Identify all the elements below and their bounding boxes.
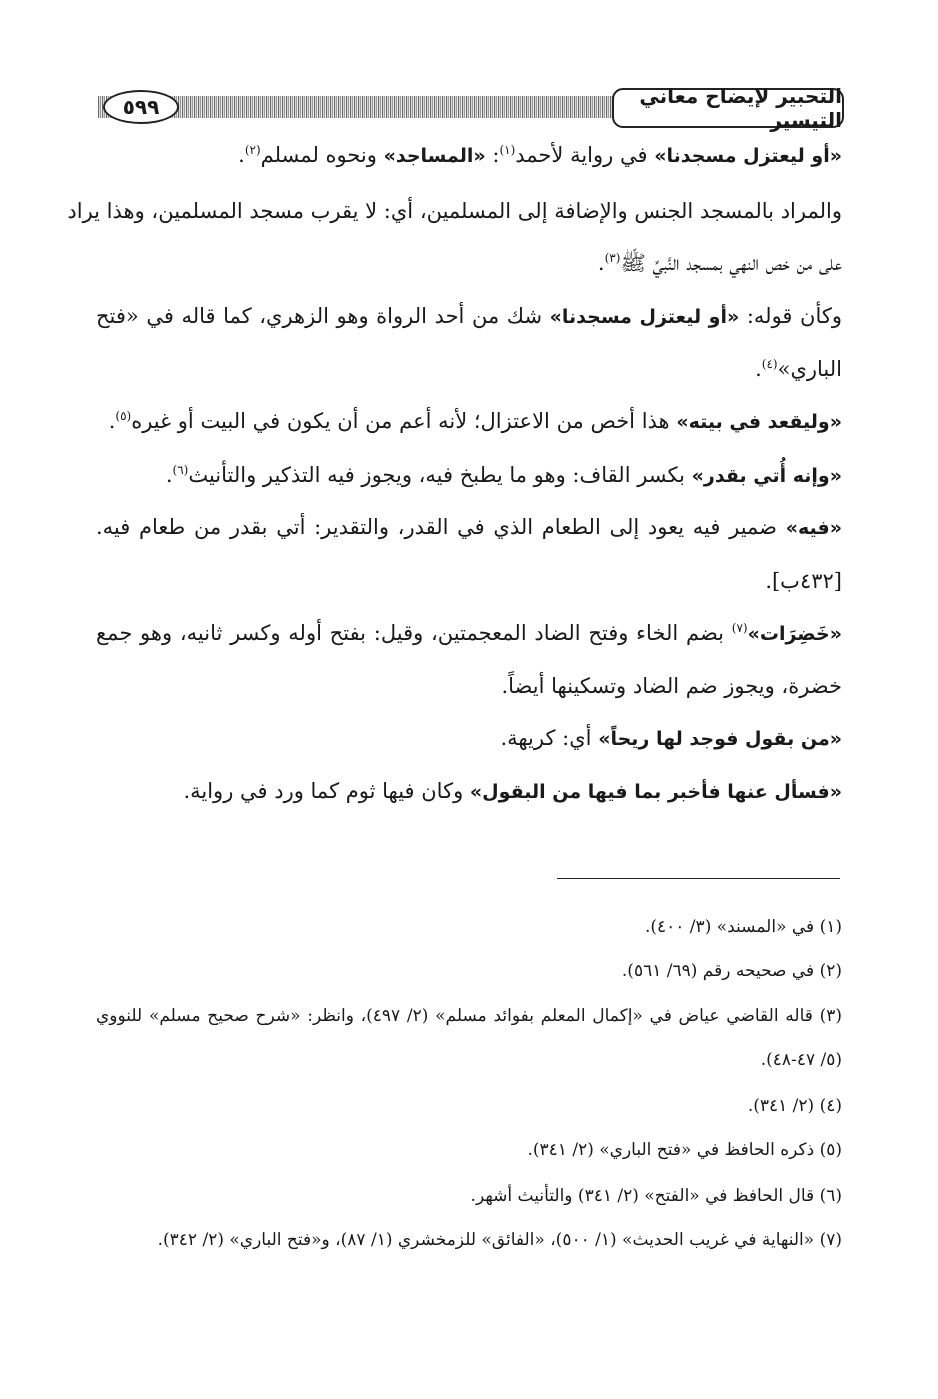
text-segment: ضمير فيه يعود إلى الطعام الذي في القدر، والتقدير: أتي بقدر من طعام فيه. [96, 515, 786, 539]
text-segment: في رواية لأحمد [515, 143, 655, 167]
footnote-3-continued: (٥/ ٤٧-٤٨). [760, 1050, 842, 1070]
footnote-ref: (٣) [604, 251, 621, 265]
text-line-7 [166, 460, 842, 490]
text-line-3 [598, 248, 842, 278]
text-segment: بكسر القاف: وهو ما يطبخ فيه، ويجوز فيه التذكير والتأنيث [188, 463, 692, 487]
text-line-5 [755, 354, 842, 384]
quote-phrase: «وإنه أُتي بقدر» [691, 465, 842, 487]
quote-phrase: «فسأل عنها فأخبر بما فيها من البقول» [469, 781, 842, 803]
text-line-4 [96, 301, 842, 331]
header-book-title: التحبير لإيضاح معاني التيسير [612, 88, 844, 128]
page-number: ٥٩٩ [103, 90, 179, 124]
text-segment: . [597, 251, 605, 275]
footnote-ref: (٤) [761, 357, 778, 371]
text-segment: الباري» [777, 357, 842, 381]
text-segment: وكان فيها ثوم كما ورد في رواية. [183, 779, 470, 803]
text-segment: . [238, 143, 245, 167]
quote-phrase: «خَضِرَات» [747, 623, 842, 645]
footnote-separator [557, 878, 840, 879]
text-line-2: والمراد بالمسجد الجنس والإضافة إلى المسلمين، أي: لا يقرب مسجد المسلمين، وهذا يراد [67, 199, 842, 223]
text-segment: أي: كريهة. [500, 726, 599, 750]
footnote-ref: (١) [499, 143, 516, 157]
text-segment: ونحوه لمسلم [260, 143, 384, 167]
text-line-13 [183, 776, 842, 806]
text-line-9: [٤٣٢ب]. [765, 569, 842, 593]
footnote-ref: (٥) [115, 409, 132, 423]
quote-phrase: «المساجد» [383, 145, 486, 167]
footnote-5: (٥) ذكره الحافظ في «فتح الباري» (٢/ ٣٤١). [527, 1140, 842, 1160]
text-line-6 [109, 406, 842, 436]
text-line-10 [96, 618, 842, 648]
text-line-12 [500, 723, 842, 753]
text-segment: هذا أخص من الاعتزال؛ لأنه أعم من أن يكون في البيت أو غيره [131, 409, 677, 433]
text-segment: . [165, 463, 173, 487]
footnote-1: (١) في «المسند» (٣/ ٤٠٠). [644, 917, 842, 937]
text-line-1 [238, 140, 842, 170]
text-segment: وكأن قوله: [739, 304, 842, 328]
quote-phrase: «وليقعد في بيته» [676, 411, 842, 433]
footnote-2: (٢) في صحيحه رقم (٦٩/ ٥٦١). [621, 961, 842, 981]
footnote-ref: (٧) [731, 621, 748, 635]
quote-phrase: «من بقول فوجد لها ريحاً» [598, 728, 842, 750]
text-segment: شك من أحد الرواة وهو الزهري، كما قاله في «فتح [96, 304, 550, 328]
text-segment: . [755, 357, 762, 381]
text-segment: : [485, 143, 500, 167]
footnote-ref: (٦) [172, 463, 189, 477]
footnote-3: (٣) قاله القاضي عياض في «إكمال المعلم بفوائد مسلم» (٢/ ٤٩٧)، وانظر: «شرح صحيح مسلم» للنووي [96, 1006, 842, 1026]
text-segment: على من خص النهي بمسجد النَّبيِّ ﷺ [620, 251, 842, 275]
text-segment: . [108, 409, 116, 433]
footnote-6: (٦) قال الحافظ في «الفتح» (٢/ ٣٤١) والتأنيث أشهر. [470, 1186, 842, 1206]
text-line-11: خضرة، ويجوز ضم الضاد وتسكينها أيضاً. [501, 674, 842, 698]
footnote-7: (٧) «النهاية في غريب الحديث» (١/ ٥٠٠)، «الفائق» للزمخشري (١/ ٨٧)، و«فتح الباري» (٢/ ٣٤٢). [157, 1230, 842, 1250]
text-line-8 [96, 512, 842, 542]
text-segment: بضم الخاء وفتح الضاد المعجمتين، وقيل: بفتح أوله وكسر ثانيه، وهو جمع [96, 621, 732, 645]
quote-phrase: «أو ليعتزل مسجدنا» [549, 306, 740, 328]
quote-phrase: «أو ليعتزل مسجدنا» [654, 145, 842, 167]
footnote-ref: (٢) [244, 143, 261, 157]
footnote-4: (٤) (٢/ ٣٤١). [747, 1096, 842, 1116]
quote-phrase: «فيه» [785, 517, 842, 539]
